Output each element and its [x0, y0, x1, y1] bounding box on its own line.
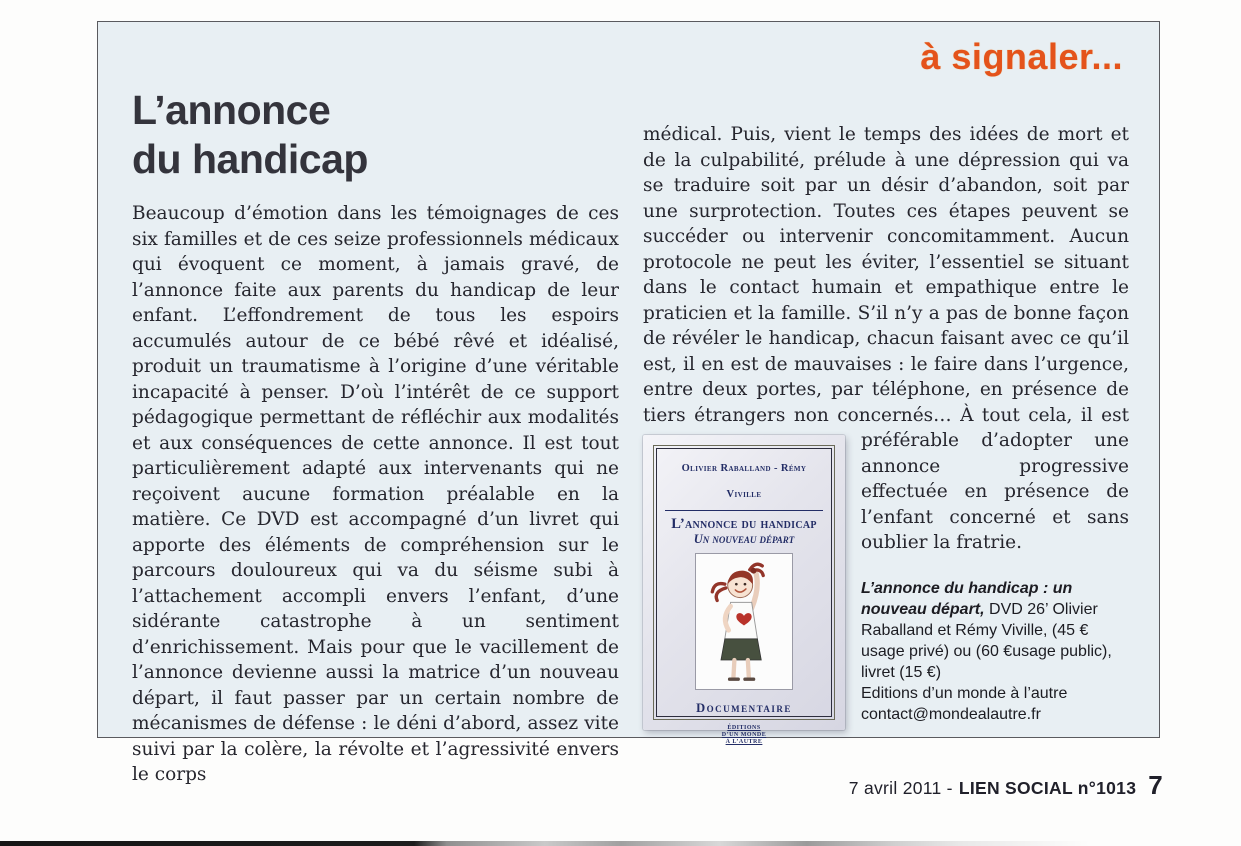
dvd-caption-publisher: Editions d’un monde à l’autre [861, 684, 1068, 702]
article-text-right-part2: cela, il est préférable d’adopter une annonce progressive effectuée en présence de l’enfant concerné et sans oublier la fratrie. [861, 404, 1130, 553]
article-text-right-part1: médical. Puis, vient le temps des idées de mort et de la culpabilité, prélude à une dépression qui va se traduire soit par un désir d’abandon, soit par une surprotection. Toutes ces étapes peuvent se succéder ou intervenir concomitamment. Aucun protocole ne peut les éviter, l’essentiel se situant dans le contact humain et empathique entre le praticien et la famille. S’il n’y a pas de bonne façon de révéler le handicap, chacun faisant avec ce qu’il est, il en est de mauvaises : le faire dans l’urgence, entre deux portes, par téléphone, en présence de tiers étrangers non concernés… À tout [643, 124, 1129, 426]
dvd-cover-authors: Olivier Raballand - Rémy Viville [665, 456, 823, 511]
dvd-caption-title: L’annonce du handicap : un nouveau départ, [861, 579, 1073, 618]
article-text-left: Beaucoup d’émotion dans les témoignages de ces six familles et de ces seize professionnels médicaux qui évoquent ce moment, à jamais gravé, de l’annonce faite aux parents du handicap de leur enfant. L’effondrement de tous les espoirs accumulés autour de ce bébé rêvé et idéalisé, produit un traumatisme à l’origine d’une véritable incapacité à penser. D’où l’intérêt de ce support pédagogique permettant de réfléchir aux modalités et aux conséquences de cette annonce. Il est tout particulièrement adapté aux intervenants qui ne reçoivent aucune formation préalable en la matière. Ce DVD est accompagné d’un livret qui apporte des éléments de compréhension sur le parcours douloureux qui va du séisme subi à l’attachement accompli envers l’enfant, d’une sidérante catastrophe à un sentiment d’enrichissement. Mais pour que le vacillement de l’annonce devienne aussi la matrice d’un nouveau départ, il faut passer par un certain nombre de mécanismes de défense : le déni d’abord, assez vite suivi par la colère, la révolte et l’agressivité envers le corps [132, 203, 619, 785]
dvd-cover-publisher-logo: ÉDITIONS D’UN MONDE À L’AUTRE [721, 724, 767, 745]
dvd-cover-frame [653, 445, 835, 745]
dvd-cover-illustration [695, 553, 793, 690]
dvd-caption-details: DVD 26’ Olivier Raballand et Rémy Viville, (45 € usage privé) ou (60 €usage public), livret (15 €) [861, 600, 1112, 681]
dvd-cover-title: L’annonce du handicap [671, 516, 817, 532]
dvd-cover-subtitle: Un nouveau départ [693, 532, 795, 546]
footer-page-number: 7 [1148, 770, 1163, 800]
article-columns [98, 86, 1159, 785]
left-column [132, 86, 619, 785]
article-text-right [643, 122, 1130, 745]
dvd-cover-photo [643, 435, 845, 745]
article-title [132, 86, 619, 184]
article-title-line-2: du handicap [132, 136, 368, 182]
page-footer [849, 770, 1163, 801]
footer-journal-name: LIEN SOCIAL n°1013 [958, 778, 1137, 798]
dvd-cover-genre: Documentaire [696, 701, 792, 716]
scan-artifact-bar [0, 841, 1090, 846]
girl-drawing-illustration [696, 554, 792, 689]
right-column [643, 86, 1130, 745]
article-panel [97, 21, 1160, 785]
footer-date: 7 avril 2011 - [848, 778, 953, 798]
section-label: à signaler... [920, 36, 1123, 77]
dvd-caption-contact: contact@mondealautre.fr [861, 705, 1041, 723]
article-title-line-1: L’annonce [132, 87, 331, 133]
